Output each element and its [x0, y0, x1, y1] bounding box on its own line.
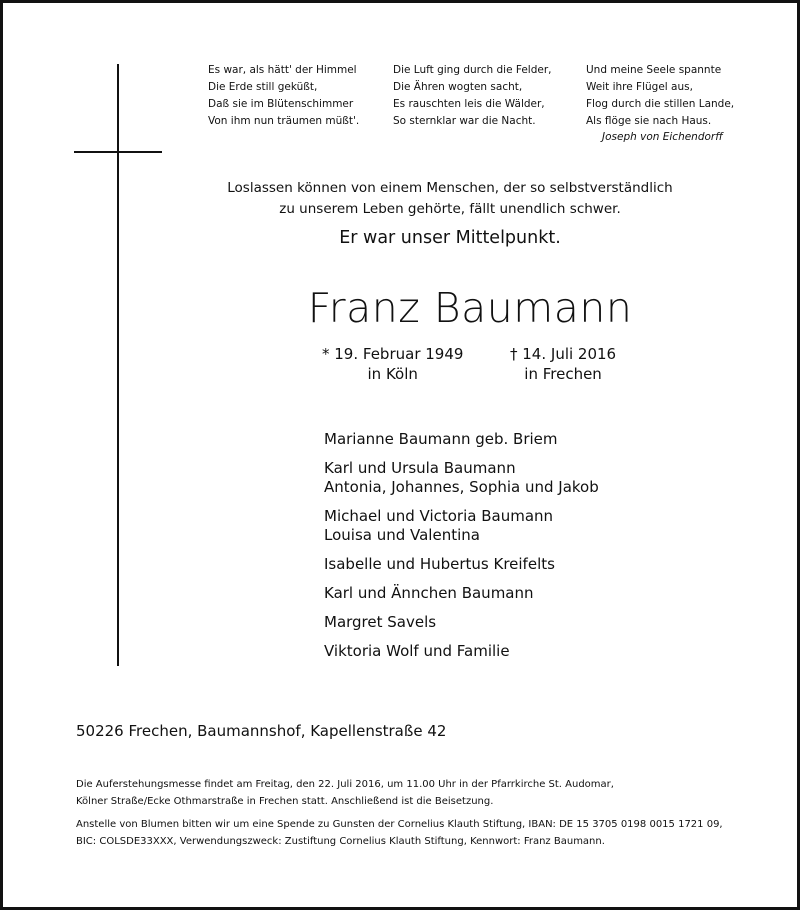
family-member: Margret Savels	[324, 613, 437, 631]
family-group	[324, 613, 599, 632]
poem-line: Die Ähren wogten sacht,	[393, 81, 523, 93]
poem-line: So sternklar war die Nacht.	[393, 115, 536, 127]
poem-line: Als flöge sie nach Haus.	[586, 115, 712, 127]
poem-line: Es rauschten leis die Wälder,	[393, 98, 545, 110]
intro-text	[200, 178, 700, 220]
family-group	[324, 507, 599, 545]
donation-notice	[76, 816, 746, 850]
death-info	[510, 344, 616, 384]
intro-line: zu unserem Leben gehörte, fällt unendlich schwer.	[279, 201, 621, 217]
death-place: in Frechen	[524, 365, 602, 383]
poem-line: Flog durch die stillen Lande,	[586, 98, 735, 110]
donation-notice-line: Anstelle von Blumen bitten wir um eine Spende zu Gunsten der Cornelius Klauth Stiftung, IBAN: DE 15 3705 0198 0015 1721 09,	[76, 819, 723, 830]
intro-line: Loslassen können von einem Menschen, der so selbstverständlich	[227, 180, 673, 196]
donation-notice-line: BIC: COLSDE33XXX, Verwendungszweck: Zustiftung Cornelius Klauth Stiftung, Kennwort: Franz Baumann.	[76, 836, 605, 847]
cross-vertical-bar	[117, 64, 119, 666]
family-member: Karl und Ursula Baumann	[324, 459, 516, 477]
service-notes	[76, 776, 746, 856]
poem-stanza-1	[208, 62, 359, 130]
poem-line: Die Erde still geküßt,	[208, 81, 318, 93]
family-member: Marianne Baumann geb. Briem	[324, 430, 558, 448]
poem-line: Die Luft ging durch die Felder,	[393, 64, 552, 76]
poem-line: Daß sie im Blütenschimmer	[208, 98, 354, 110]
death-date: † 14. Juli 2016	[510, 345, 617, 363]
birth-date: * 19. Februar 1949	[322, 345, 464, 363]
family-member: Louisa und Valentina	[324, 526, 480, 544]
family-member: Michael und Victoria Baumann	[324, 507, 554, 525]
poem-line: Und meine Seele spannte	[586, 64, 722, 76]
poem-line: Von ihm nun träumen müßt'.	[208, 115, 360, 127]
birth-info	[322, 344, 463, 384]
poem-author: Joseph von Eichendorff	[602, 131, 723, 143]
family-group	[324, 459, 599, 497]
poem-line: Es war, als hätt' der Himmel	[208, 64, 357, 76]
poem-stanza-2	[393, 62, 552, 130]
poem-stanza-3	[586, 62, 734, 130]
family-group	[324, 584, 599, 603]
mass-notice	[76, 776, 746, 810]
family-group	[324, 642, 599, 661]
family-address: 50226 Frechen, Baumannshof, Kapellenstraße 42	[76, 722, 447, 740]
family-member: Antonia, Johannes, Sophia und Jakob	[324, 478, 599, 496]
mass-notice-line: Kölner Straße/Ecke Othmarstraße in Frechen statt. Anschließend ist die Beisetzung.	[76, 796, 494, 807]
family-member: Isabelle und Hubertus Kreifelts	[324, 555, 555, 573]
family-group	[324, 430, 599, 449]
cross-horizontal-bar	[74, 151, 162, 153]
deceased-name: Franz Baumann	[307, 284, 633, 332]
mass-notice-line: Die Auferstehungsmesse findet am Freitag, den 22. Juli 2016, um 11.00 Uhr in der Pfarrkirche St. Audomar,	[76, 779, 614, 790]
family-group	[324, 555, 599, 574]
motto: Er war unser Mittelpunkt.	[339, 228, 561, 248]
family-list	[324, 430, 599, 671]
family-member: Karl und Ännchen Baumann	[324, 584, 534, 602]
family-member: Viktoria Wolf und Familie	[324, 642, 510, 660]
birth-place: in Köln	[367, 365, 418, 383]
poem-line: Weit ihre Flügel aus,	[586, 81, 693, 93]
